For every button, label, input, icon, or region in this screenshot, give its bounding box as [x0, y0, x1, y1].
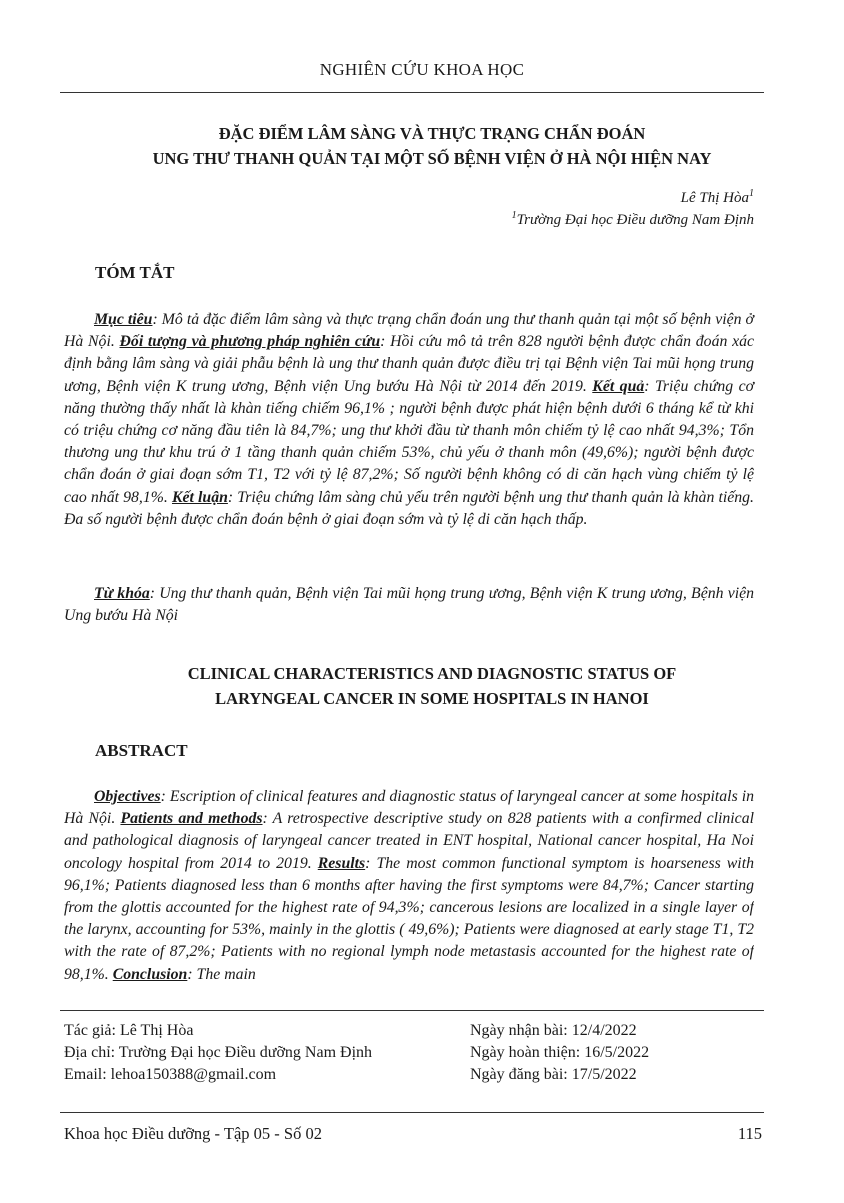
- patients-methods-text: : A retrospective descriptive study on 828 patients with a confirmed clinical and pathological diagnosis of laryngeal cancer treated in ENT hospital, National cancer hospital, Ha Noi oncology hospital from 2014 to 2019.: [64, 810, 754, 872]
- footer-journal-issue: Khoa học Điều dưỡng - Tập 05 - Số 02: [64, 1124, 322, 1143]
- author-info-line: Tác giả: Lê Thị Hòa: [64, 1022, 194, 1039]
- received-date-line: Ngày nhận bài: 12/4/2022: [470, 1022, 637, 1039]
- objective-label: Mục tiêu: [94, 311, 153, 328]
- article-title-vi: [60, 121, 804, 171]
- title-en-line2: LARYNGEAL CANCER IN SOME HOSPITALS IN HANOI: [215, 689, 649, 708]
- author-superscript: 1: [749, 188, 754, 199]
- abstract-paragraph: [64, 786, 754, 1006]
- summary-paragraph: [64, 309, 754, 531]
- objectives-label: Objectives: [94, 788, 161, 805]
- author-name-text: Lê Thị Hòa: [680, 190, 749, 206]
- results-label: Kết quả: [592, 377, 645, 395]
- author-info-block: [64, 1020, 372, 1086]
- title-en-line1: CLINICAL CHARACTERISTICS AND DIAGNOSTIC STATUS OF: [187, 664, 677, 683]
- page-number: 115: [737, 1124, 762, 1143]
- keywords-text: : Ung thư thanh quản, Bệnh viện Tai mũi họng trung ương, Bệnh viện K trung ương, Bệnh viện Ung bướu Hà Nội: [64, 585, 755, 625]
- article-title-en: [60, 661, 804, 711]
- results-text: : Triệu chứng cơ năng thường thấy nhất là khàn tiếng chiếm 96,1% ; người bệnh được phát hiện bệnh dưới 6 tháng kể từ khi có triệu chứng cơ năng đầu tiên là 84,7%; ung thư khởi đầu từ thanh môn chiếm tỷ lệ cao nhất 94,3%; Tổn thương ung thư khu trú ở 1 tầng thanh quản chiếm 53%, chủ yếu ở thanh môn (49,6%); người bệnh được chẩn đoán ở giai đoạn sớm T1, T2 với tỷ lệ 87,2%; Số người bệnh không có di căn hạch vùng chiếm tỷ lệ cao nhất 98,1%.: [64, 377, 755, 506]
- info-divider: [60, 1010, 764, 1011]
- results-en-label: Results: [317, 854, 366, 872]
- journal-section-header: NGHIÊN CỨU KHOA HỌC: [319, 60, 525, 79]
- author-name: [681, 190, 754, 207]
- conclusion-text: : Triệu chứng lâm sàng chủ yếu trên người bệnh ung thư thanh quản là khàn tiếng. Đa số người bệnh được chẩn đoán bệnh ở giai đoạn sớm và tỷ lệ di căn hạch thấp.: [64, 488, 754, 528]
- published-date-line: Ngày đăng bài: 17/5/2022: [470, 1066, 637, 1083]
- keywords-label: Từ khóa: [94, 585, 150, 602]
- author-affiliation: [512, 212, 754, 229]
- affiliation-text: Trường Đại học Điều dưỡng Nam Định: [516, 212, 754, 228]
- title-vi-line1: ĐẶC ĐIỂM LÂM SÀNG VÀ THỰC TRẠNG CHẨN ĐOÁN: [218, 124, 646, 143]
- results-en-text: : The most common functional symptom is hoarseness with 96,1%; Patients diagnosed less than 6 months after having the first symptoms were 84,7%; Cancer starting from the glottis accounted for the highest rate of 94,3%; cancerous lesions are localized in a single layer of the larynx, accounting for 53%, mainly in the glottis ( 49,6%); Patients were diagnosed at early stage T1, T2 with the rate of 87,2%; Patients with no regional lymph node metastasis accounted for the highest rate of 98,1%.: [64, 854, 754, 983]
- keywords-paragraph: [64, 583, 754, 627]
- header-divider: [60, 92, 764, 93]
- patients-methods-label: Patients and methods: [120, 810, 263, 828]
- methods-label: Đối tượng và phương pháp nghiên cứu: [119, 333, 381, 351]
- conclusion-en-text: : The main: [187, 965, 256, 983]
- conclusion-label: Kết luận: [171, 488, 228, 506]
- abstract-heading: ABSTRACT: [95, 741, 188, 760]
- objective-text: : Mô tả đặc điểm lâm sàng và thực trạng chẩn đoán ung thư thanh quản tại một số bệnh viện ở Hà Nội.: [64, 311, 754, 351]
- conclusion-en-label: Conclusion: [112, 965, 188, 983]
- footer-divider: [60, 1112, 764, 1113]
- email-info-line: Email: lehoa150388@gmail.com: [64, 1066, 277, 1083]
- revised-date-line: Ngày hoàn thiện: 16/5/2022: [470, 1044, 650, 1061]
- affiliation-superscript: 1: [511, 210, 517, 221]
- dates-info-block: [470, 1020, 649, 1086]
- address-info-line: Địa chỉ: Trường Đại học Điều dưỡng Nam Định: [64, 1044, 373, 1061]
- title-vi-line2: UNG THƯ THANH QUẢN TẠI MỘT SỐ BỆNH VIỆN Ở HÀ NỘI HIỆN NAY: [152, 149, 712, 168]
- methods-text: : Hồi cứu mô tả trên 828 người bệnh được chẩn đoán xác định bằng lâm sàng và giải phẫu bệnh là ung thư thanh quản được điều trị tại Bệnh viện Tai mũi họng trung ương, Bệnh viện K trung ương, Bệnh viện Ung bướu Hà Nội từ 2014 đến 2019.: [64, 333, 754, 395]
- objectives-text: : Escription of clinical features and diagnostic status of laryngeal cancer at some hospitals in Hà Nội.: [64, 788, 754, 828]
- summary-heading: TÓM TẮT: [95, 263, 175, 282]
